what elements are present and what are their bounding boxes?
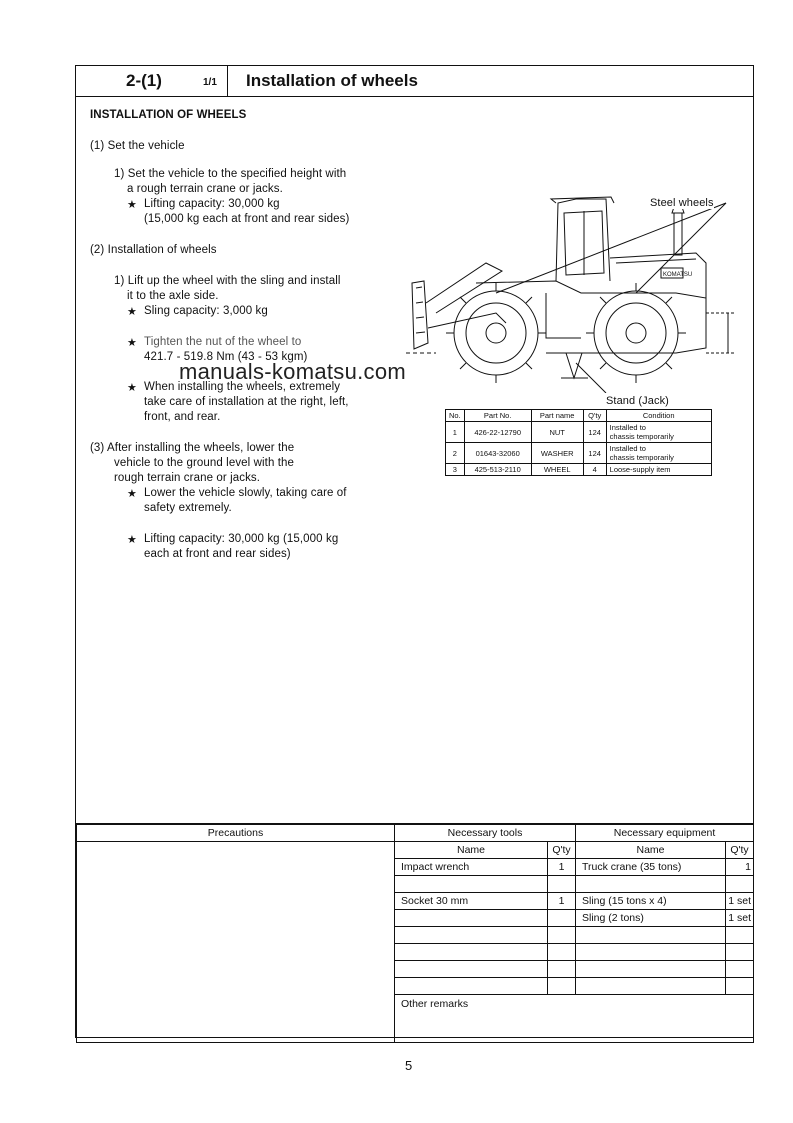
tools-section [76, 823, 753, 1040]
tools-name-col: Name [395, 842, 548, 859]
tool-qty: 1 [548, 893, 576, 910]
star-icon: ★ [127, 534, 137, 546]
tool-qty [548, 978, 576, 995]
parts-header-cell: No. [446, 410, 465, 422]
step3-line3: rough terrain crane or jacks. [114, 472, 261, 484]
parts-cell: 2 [446, 443, 465, 464]
equipment-header: Necessary equipment [576, 825, 754, 842]
watermark-text: manuals-komatsu.com [179, 359, 406, 384]
page-title: Installation of wheels [246, 71, 418, 90]
parts-row [446, 464, 712, 476]
tool-qty: 1 [548, 859, 576, 876]
parts-cell: NUT [531, 422, 583, 443]
section-cell [76, 66, 228, 96]
tool-qty [548, 876, 576, 893]
precautions-cell [77, 842, 395, 1043]
step2-note3-line3: front, and rear. [144, 411, 221, 423]
tools-subheader-row [77, 842, 754, 859]
star-icon: ★ [127, 382, 137, 394]
equipment-qty [726, 961, 754, 978]
header-bar [76, 66, 753, 97]
step2-sub1-line2: it to the axle side. [127, 290, 219, 302]
step1-sub1-line2: a rough terrain crane or jacks. [127, 183, 283, 195]
equipment-qty [726, 978, 754, 995]
equipment-name: Truck crane (35 tons) [576, 859, 726, 876]
step2-sub1-line1: 1) Lift up the wheel with the sling and install [114, 275, 341, 287]
parts-header-cell: Part name [531, 410, 583, 422]
star-icon: ★ [127, 199, 137, 211]
equipment-name: Sling (2 tons) [576, 910, 726, 927]
step3-note1-line2: safety extremely. [144, 502, 232, 514]
parts-cell: 426-22-12790 [464, 422, 531, 443]
step2-note2-line2: 421.7 - 519.8 Nm (43 - 53 kgm) [144, 351, 308, 363]
step2-title: (2) Installation of wheels [90, 244, 217, 256]
svg-text:KOMATSU: KOMATSU [663, 272, 693, 278]
parts-cell [606, 422, 711, 443]
tools-header-row [77, 825, 754, 842]
step2-note2-line1: Tighten the nut of the wheel to [144, 336, 302, 348]
parts-header-row [446, 410, 712, 422]
step2-note1: Sling capacity: 3,000 kg [144, 305, 268, 317]
step1-note1-line2: (15,000 kg each at front and rear sides) [144, 213, 350, 225]
page-frame [75, 65, 754, 1038]
parts-cell: WASHER [531, 443, 583, 464]
star-icon: ★ [127, 306, 137, 318]
equipment-qty [726, 927, 754, 944]
tools-qty-col: Q'ty [548, 842, 576, 859]
tool-qty [548, 910, 576, 927]
equipment-name [576, 978, 726, 995]
tool-qty [548, 944, 576, 961]
equipment-qty: 1 set [726, 893, 754, 910]
parts-row [446, 422, 712, 443]
equipment-name [576, 961, 726, 978]
tool-name [395, 944, 548, 961]
equipment-qty-col: Q'ty [726, 842, 754, 859]
main-heading: INSTALLATION OF WHEELS [90, 109, 247, 121]
precautions-header: Precautions [77, 825, 395, 842]
step3-line1: (3) After installing the wheels, lower the [90, 442, 295, 454]
parts-header-cell: Q'ty [583, 410, 606, 422]
parts-cell: Loose-supply item [606, 464, 711, 476]
star-icon: ★ [127, 488, 137, 500]
step2-note3-line1: When installing the wheels, extremely [144, 381, 341, 393]
parts-cell: 124 [583, 422, 606, 443]
parts-cell: 1 [446, 422, 465, 443]
content-body [76, 96, 753, 823]
step3-line2: vehicle to the ground level with the [114, 457, 295, 469]
step2-note3-line2: take care of installation at the right, left, [144, 396, 349, 408]
other-remarks: Other remarks [395, 995, 754, 1043]
tool-name [395, 876, 548, 893]
step1-sub1-line1: 1) Set the vehicle to the specified height with [114, 168, 347, 180]
parts-cell: 124 [583, 443, 606, 464]
parts-cell: 4 [583, 464, 606, 476]
parts-table [445, 409, 712, 476]
page-number: 5 [405, 1058, 413, 1073]
parts-cell [606, 443, 711, 464]
equipment-name [576, 876, 726, 893]
label-steel-wheels: Steel wheels [650, 197, 714, 209]
tool-name: Socket 30 mm [395, 893, 548, 910]
tool-qty [548, 961, 576, 978]
section-number: 2-(1) [126, 71, 162, 90]
equipment-name [576, 927, 726, 944]
label-stand-jack: Stand (Jack) [606, 395, 669, 407]
step3-note2-line1: Lifting capacity: 30,000 kg (15,000 kg [144, 533, 339, 545]
parts-cell: 425-513-2110 [464, 464, 531, 476]
tool-name [395, 910, 548, 927]
tools-table [76, 824, 754, 1043]
parts-cell: 01643-32060 [464, 443, 531, 464]
parts-cell: 3 [446, 464, 465, 476]
step3-note1-line1: Lower the vehicle slowly, taking care of [144, 487, 347, 499]
equipment-name [576, 944, 726, 961]
step3-note2-line2: each at front and rear sides) [144, 548, 291, 560]
section-page: 1/1 [203, 77, 217, 88]
star-icon: ★ [127, 337, 137, 349]
equipment-qty [726, 944, 754, 961]
tool-name [395, 978, 548, 995]
equipment-name: Sling (15 tons x 4) [576, 893, 726, 910]
tool-name [395, 961, 548, 978]
parts-cond-line: chassis temporarily [609, 453, 674, 462]
equipment-name-col: Name [576, 842, 726, 859]
tool-name [395, 927, 548, 944]
parts-header-cell: Condition [606, 410, 711, 422]
parts-cond-line: Installed to [609, 444, 646, 453]
tool-qty [548, 927, 576, 944]
parts-cell: WHEEL [531, 464, 583, 476]
parts-header-cell: Part No. [464, 410, 531, 422]
step1-title: (1) Set the vehicle [90, 140, 185, 152]
parts-cond-line: chassis temporarily [609, 432, 674, 441]
equipment-qty: 1 [726, 859, 754, 876]
equipment-qty: 1 set [726, 910, 754, 927]
tool-name: Impact wrench [395, 859, 548, 876]
equipment-qty [726, 876, 754, 893]
parts-row [446, 443, 712, 464]
step1-note1-line1: Lifting capacity: 30,000 kg [144, 198, 280, 210]
tools-header: Necessary tools [395, 825, 576, 842]
parts-cond-line: Installed to [609, 423, 646, 432]
